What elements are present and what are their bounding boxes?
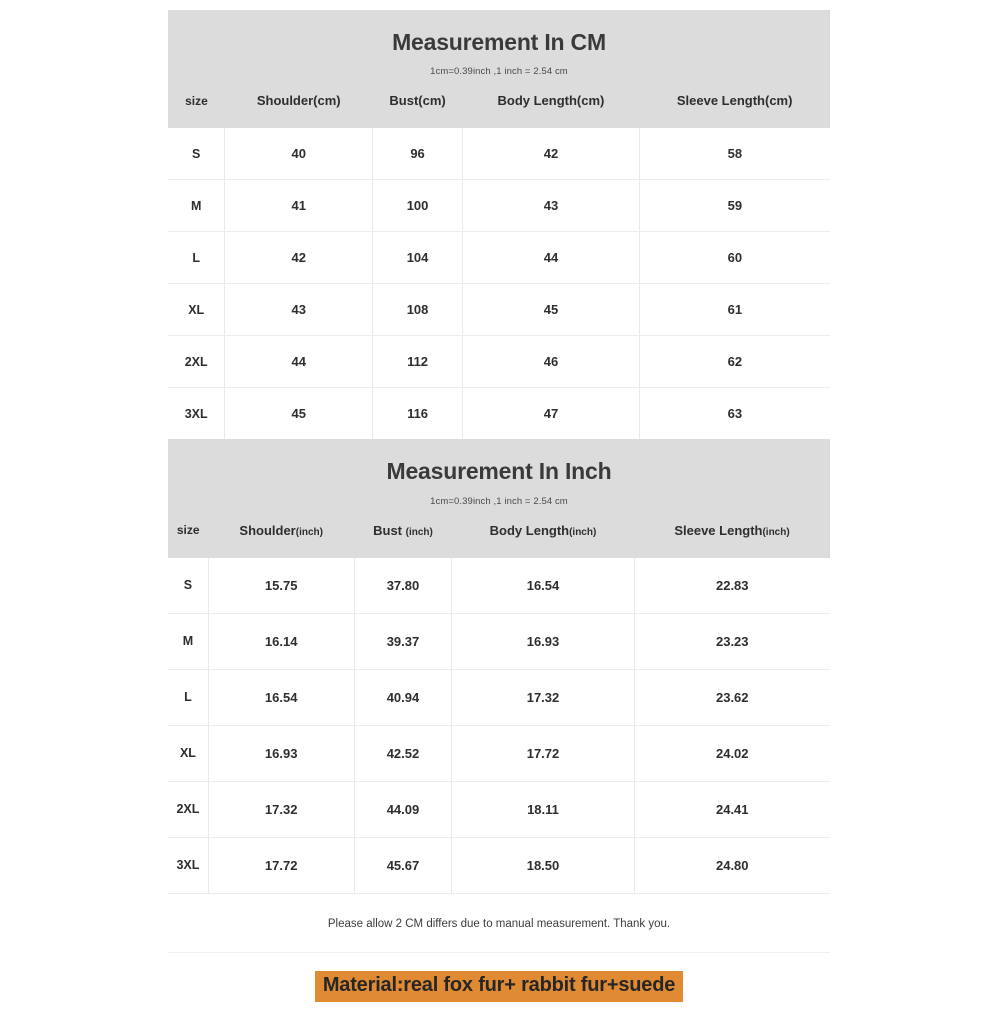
- table-row: [168, 388, 830, 440]
- cell-shoulder: 42: [225, 232, 373, 284]
- inch-col-sleeve-length-main: Sleeve Length: [674, 522, 763, 538]
- cell-shoulder: 15.75: [208, 558, 354, 614]
- inch-col-bust: [354, 507, 452, 558]
- cell-body-length: 42: [463, 128, 640, 180]
- cell-sleeve-length: 22.83: [634, 558, 830, 614]
- measurement-disclaimer: Please allow 2 CM differs due to manual measurement. Thank you.: [168, 893, 830, 953]
- table-row: [168, 284, 830, 336]
- cell-size: 3XL: [168, 837, 208, 893]
- inch-size-table: [168, 507, 830, 893]
- inch-col-size: size: [168, 507, 208, 558]
- inch-col-shoulder-main: Shoulder: [239, 522, 296, 538]
- table-row: [168, 128, 830, 180]
- table-row: [168, 336, 830, 388]
- cell-sleeve-length: 63: [639, 388, 830, 440]
- cm-col-bust: Bust(cm): [373, 77, 463, 128]
- cell-size: M: [168, 180, 225, 232]
- inch-col-body-length: [452, 507, 634, 558]
- table-row: [168, 837, 830, 893]
- cell-body-length: 17.32: [452, 669, 634, 725]
- cell-bust: 108: [373, 284, 463, 336]
- cell-body-length: 43: [463, 180, 640, 232]
- cell-shoulder: 16.54: [208, 669, 354, 725]
- cell-shoulder: 43: [225, 284, 373, 336]
- cell-size: XL: [168, 725, 208, 781]
- size-chart-sheet: [168, 10, 830, 1018]
- cell-size: L: [168, 232, 225, 284]
- inch-col-bust-main: Bust: [373, 522, 406, 538]
- cell-size: S: [168, 558, 208, 614]
- cell-sleeve-length: 61: [639, 284, 830, 336]
- table-row: [168, 232, 830, 284]
- cell-size: 3XL: [168, 388, 225, 440]
- cell-shoulder: 17.72: [208, 837, 354, 893]
- cell-sleeve-length: 58: [639, 128, 830, 180]
- cell-size: S: [168, 128, 225, 180]
- cell-sleeve-length: 62: [639, 336, 830, 388]
- cell-sleeve-length: 60: [639, 232, 830, 284]
- table-row: [168, 613, 830, 669]
- table-row: [168, 725, 830, 781]
- material-banner: Material:real fox fur+ rabbit fur+suede: [315, 971, 683, 1002]
- cm-col-shoulder: Shoulder(cm): [225, 77, 373, 128]
- cell-shoulder: 40: [225, 128, 373, 180]
- inch-table-header-row: [168, 507, 830, 558]
- cell-body-length: 17.72: [452, 725, 634, 781]
- cell-bust: 44.09: [354, 781, 452, 837]
- cell-sleeve-length: 24.80: [634, 837, 830, 893]
- cell-bust: 112: [373, 336, 463, 388]
- inch-col-shoulder-unit: (inch): [295, 526, 323, 538]
- cell-bust: 104: [373, 232, 463, 284]
- cell-size: 2XL: [168, 781, 208, 837]
- cell-body-length: 44: [463, 232, 640, 284]
- material-banner-wrap: [168, 953, 830, 1018]
- table-row: [168, 669, 830, 725]
- cm-size-table: [168, 77, 830, 439]
- cell-sleeve-length: 24.02: [634, 725, 830, 781]
- cell-shoulder: 45: [225, 388, 373, 440]
- cell-body-length: 16.93: [452, 613, 634, 669]
- cell-size: L: [168, 669, 208, 725]
- inch-section-subtitle: 1cm=0.39inch ,1 inch = 2.54 cm: [430, 495, 568, 507]
- inch-col-body-length-main: Body Length: [489, 522, 570, 538]
- table-row: [168, 180, 830, 232]
- cell-body-length: 47: [463, 388, 640, 440]
- cell-body-length: 46: [463, 336, 640, 388]
- inch-col-sleeve-length: [634, 507, 830, 558]
- cell-shoulder: 17.32: [208, 781, 354, 837]
- table-row: [168, 558, 830, 614]
- cell-shoulder: 44: [225, 336, 373, 388]
- cell-bust: 39.37: [354, 613, 452, 669]
- cell-shoulder: 16.93: [208, 725, 354, 781]
- table-row: [168, 781, 830, 837]
- cell-bust: 37.80: [354, 558, 452, 614]
- cell-body-length: 45: [463, 284, 640, 336]
- cell-size: 2XL: [168, 336, 225, 388]
- inch-col-shoulder: [208, 507, 354, 558]
- inch-col-sleeve-length-unit: (inch): [762, 526, 790, 538]
- cell-sleeve-length: 24.41: [634, 781, 830, 837]
- cm-section-header: [168, 10, 830, 77]
- cm-col-sleeve-length: Sleeve Length(cm): [639, 77, 830, 128]
- inch-col-body-length-unit: (inch): [569, 526, 597, 538]
- cell-bust: 96: [373, 128, 463, 180]
- cell-bust: 40.94: [354, 669, 452, 725]
- cell-body-length: 18.50: [452, 837, 634, 893]
- cell-sleeve-length: 59: [639, 180, 830, 232]
- cell-size: M: [168, 613, 208, 669]
- cell-shoulder: 16.14: [208, 613, 354, 669]
- cell-body-length: 16.54: [452, 558, 634, 614]
- cell-shoulder: 41: [225, 180, 373, 232]
- cell-bust: 116: [373, 388, 463, 440]
- cell-bust: 100: [373, 180, 463, 232]
- inch-section-header: [168, 439, 830, 506]
- cm-section-subtitle: 1cm=0.39inch ,1 inch = 2.54 cm: [430, 66, 568, 78]
- cell-size: XL: [168, 284, 225, 336]
- inch-col-bust-unit: (inch): [405, 526, 433, 538]
- cm-col-size: size: [168, 77, 225, 128]
- cm-table-header-row: [168, 77, 830, 128]
- cell-bust: 45.67: [354, 837, 452, 893]
- cell-sleeve-length: 23.62: [634, 669, 830, 725]
- cell-sleeve-length: 23.23: [634, 613, 830, 669]
- inch-section-title: Measurement In Inch: [386, 458, 612, 485]
- cell-body-length: 18.11: [452, 781, 634, 837]
- cm-section-title: Measurement In CM: [392, 29, 606, 55]
- cm-col-body-length: Body Length(cm): [463, 77, 640, 128]
- cell-bust: 42.52: [354, 725, 452, 781]
